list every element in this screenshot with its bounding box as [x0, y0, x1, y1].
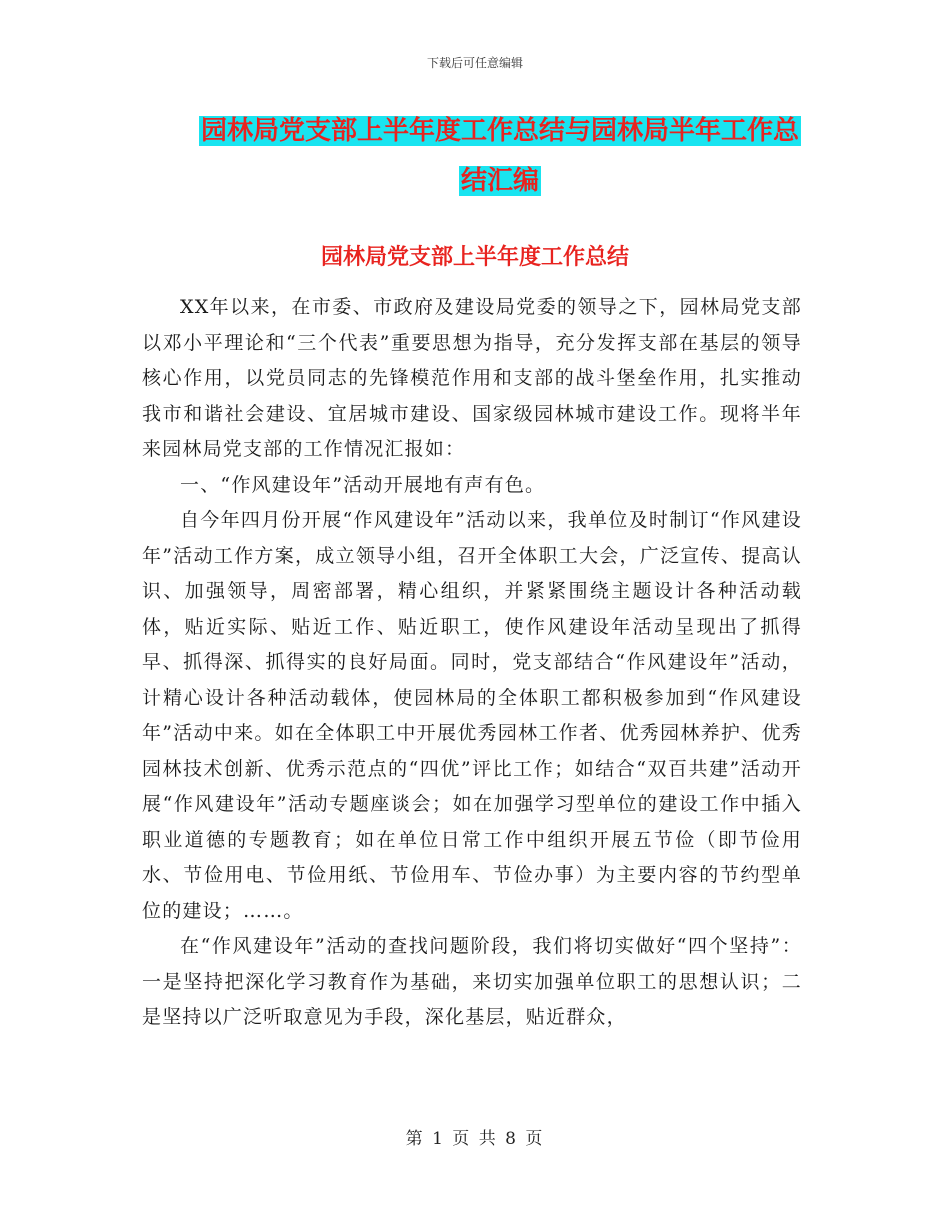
- body-text: [142, 290, 802, 1036]
- header-note: 下载后可任意编辑: [426, 56, 523, 70]
- paragraph: XX年以来，在市委、市政府及建设局党委的领导之下，园林局党支部以邓小平理论和“三个代表”重要思想为指导，充分发挥支部在基层的领导核心作用，以党员同志的先锋模范作用和支部的战斗堡垒作用，扎实推动我市和谐社会建设、宜居城市建设、国家级园林城市建设工作。现将半年来园林局党支部的工作情况汇报如：: [142, 296, 802, 460]
- title-line-2: 结汇编: [460, 166, 539, 196]
- paragraph: 自今年四月份开展“作风建设年”活动以来，我单位及时制订“作风建设年”活动工作方案，成立领导小组，召开全体职工大会，广泛宣传、提高认识、加强领导，周密部署，精心组织，并紧紧围绕主题设计各种活动载体，贴近实际、贴近工作、贴近职工，使作风建设年活动呈现出了抓得早、抓得深、抓得实的良好局面。同时，党支部结合“作风建设年”活动，计精心设计各种活动载体，使园林局的全体职工都积极参加到“作风建设年”活动中来。如在全体职工中开展优秀园林工作者、优秀园林养护、优秀园林技术创新、优秀示范点的“四优”评比工作；如结合“双百共建”活动开展“作风建设年”活动专题座谈会；如在加强学习型单位的建设工作中插入职业道德的专题教育；如在单位日常工作中组织开展五节俭（即节俭用水、节俭用电、节俭用纸、节俭用车、节俭办事）为主要内容的节约型单位的建设；……。: [142, 509, 802, 922]
- paragraph: 在“作风建设年”活动的查找问题阶段，我们将切实做好“四个坚持”：一是坚持把深化学习教育作为基础，来切实加强单位职工的思想认识；二是坚持以广泛听取意见为手段，深化基层，贴近群众，: [142, 935, 802, 1028]
- title-line-1: 园林局党支部上半年度工作总结与园林局半年工作总: [200, 116, 799, 146]
- page-footer: 第 1 页 共 8 页: [405, 1129, 545, 1149]
- section-title: 园林局党支部上半年度工作总结: [320, 244, 629, 270]
- paragraph-heading: 一、“作风建设年”活动开展地有声有色。: [180, 473, 546, 496]
- document-title: [150, 106, 850, 206]
